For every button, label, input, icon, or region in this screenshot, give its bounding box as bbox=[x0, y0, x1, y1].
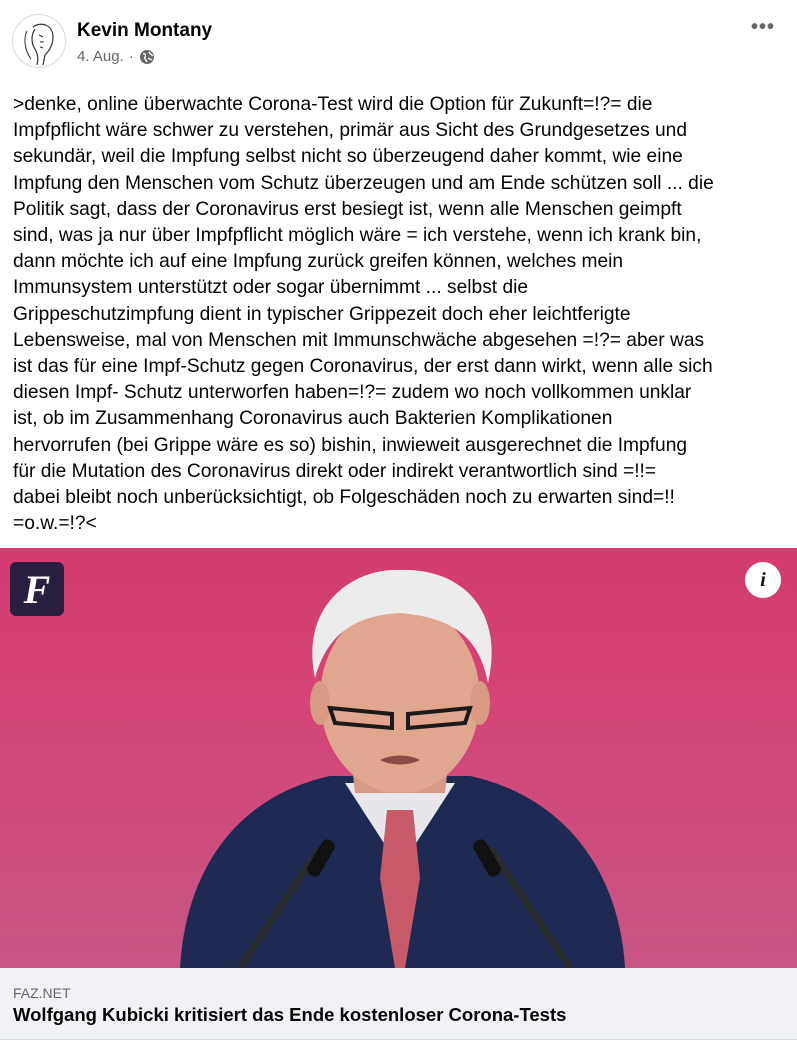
faz-logo: F bbox=[10, 562, 64, 616]
globe-icon bbox=[139, 49, 155, 65]
post-text-line: Immunsystem unterstützt oder sogar übernimmt ... selbst die bbox=[13, 277, 529, 299]
post-text-line: ist, ob im Zusammenhang Coronavirus auch Bakterien Komplikationen bbox=[13, 408, 613, 430]
post-text-line: diesen Impf- Schutz unterworfen haben=!?= zudem wo noch vollkommen unklar bbox=[13, 382, 692, 404]
info-icon[interactable]: i bbox=[745, 562, 781, 598]
post-text bbox=[13, 92, 788, 537]
link-preview-image[interactable] bbox=[0, 548, 797, 968]
sketch-portrait-icon bbox=[13, 15, 66, 68]
meta-separator: · bbox=[128, 48, 134, 65]
post-text-line: hervorrufen (bei Grippe wäre es so) bishin, inwieweit ausgerechnet die Impfung bbox=[13, 434, 688, 456]
post-text-line: dabei bleibt noch unberücksichtigt, ob Folgeschäden noch zu erwarten sind=!! bbox=[13, 487, 675, 509]
more-options-icon[interactable]: ••• bbox=[750, 16, 775, 38]
author-avatar[interactable] bbox=[12, 14, 66, 68]
link-preview-caption[interactable] bbox=[0, 968, 797, 1040]
post-text-line: Politik sagt, dass der Coronavirus erst besiegt ist, wenn alle Menschen geimpft bbox=[13, 198, 682, 220]
speaker-photo bbox=[0, 548, 797, 968]
post-text-line: Impfung den Menschen vom Schutz überzeugen und am Ende schützen soll ... die bbox=[13, 172, 714, 194]
post-text-line: Grippeschutzimpfung dient in typischer Grippezeit doch eher leichtferigte bbox=[13, 303, 631, 325]
post-text-line: =o.w.=!?< bbox=[13, 513, 97, 535]
post-meta bbox=[77, 48, 155, 65]
post-date[interactable]: 4. Aug. bbox=[77, 48, 124, 65]
post-text-line: ist das für eine Impf-Schutz gegen Coronavirus, der erst dann wirkt, wenn alle sich bbox=[13, 356, 713, 378]
post-text-line: >denke, online überwachte Corona-Test wird die Option für Zukunft=!?= die bbox=[13, 94, 653, 115]
author-name[interactable]: Kevin Montany bbox=[77, 20, 213, 41]
post-text-line: Lebensweise, mal von Menschen mit Immunschwäche abgesehen =!?= aber was bbox=[13, 329, 705, 351]
post-text-line: für die Mutation des Coronavirus direkt oder indirekt verantwortlich sind =!!= bbox=[13, 460, 657, 482]
post-text-line: sekundär, weil die Impfung selbst nicht so überzeugend daher kommt, wie eine bbox=[13, 146, 683, 168]
link-title[interactable]: Wolfgang Kubicki kritisiert das Ende kostenloser Corona-Tests bbox=[13, 1004, 567, 1025]
post-text-line: sind, was ja nur über Impfpflicht möglich wäre = ich verstehe, wenn ich krank bin, bbox=[13, 225, 702, 247]
link-domain: FAZ.NET bbox=[13, 985, 71, 1001]
post-text-line: dann möchte ich auf eine Impfung zurück greifen können, welches mein bbox=[13, 251, 624, 273]
post-text-line: Impfpflicht wäre schwer zu verstehen, primär aus Sicht des Grundgesetzes und bbox=[13, 120, 688, 142]
post-header bbox=[0, 0, 797, 80]
